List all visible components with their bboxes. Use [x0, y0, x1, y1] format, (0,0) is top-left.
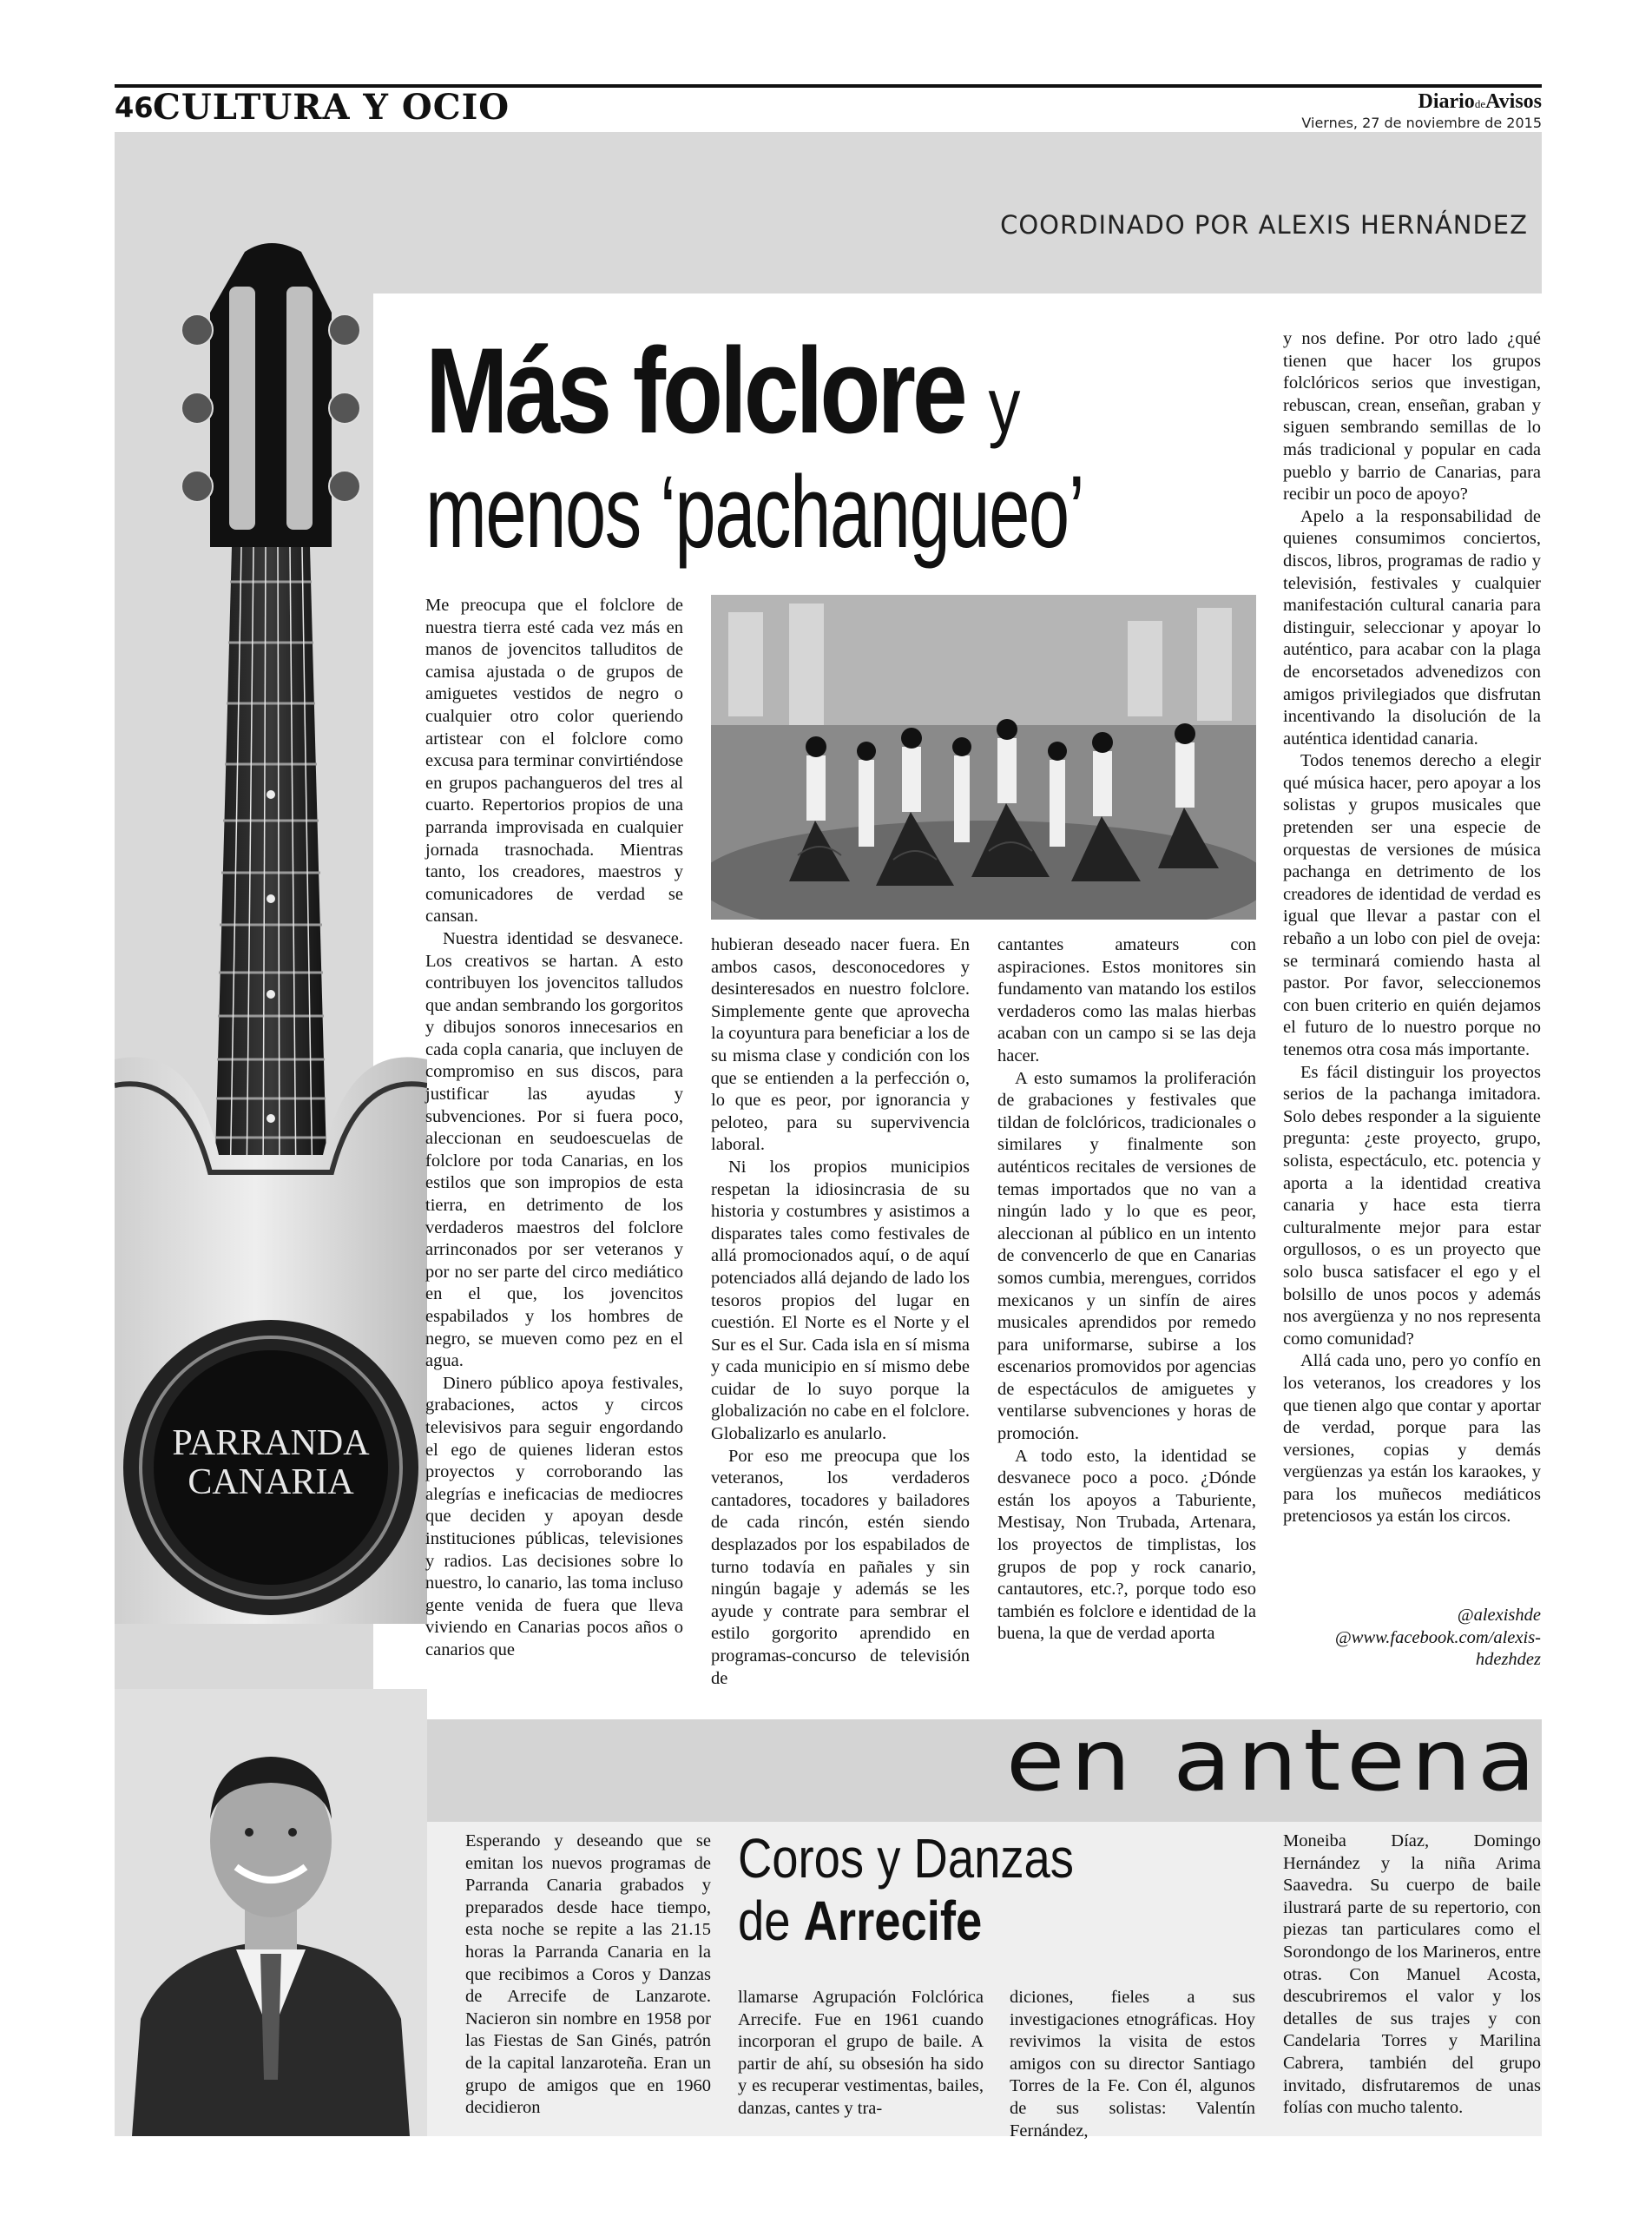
paragraph: Apelo a la responsabilidad de quienes consumimos conciertos, discos, libros, programas de radio y televisión, festivales y cualquier manifestación cultural canaria para distinguir, seleccionar y apoyar lo auténtico, para acabar con la plaga de encorsetados advenedizos con amigos privilegiados que disfrutan incentivando la disolución de la auténtica identidad canaria.: [1283, 506, 1541, 749]
antena-heading-line2: [738, 1890, 983, 1952]
antena-column-3: [1010, 1987, 1255, 2142]
paragraph: y nos define. Por otro lado ¿qué tienen que hacer los grupos folclóricos serios que investigan, rebuscan, crean, enseñan, graban y siguen sembrando semillas de lo más tradicional y popular en cada pueblo y barrio de Canarias, para recibir un poco de apoyo?: [1283, 329, 1541, 505]
paragraph: hubieran deseado nacer fuera. En ambos casos, desconocedores y desinteresados en nuestro folclore. Simplemente gente que aprovecha la coyuntura para beneficiar a los de su misma clase y condición con los que se entienden a la perfección o, lo que es peor, por ignorancia y peloteo, para su supervivencia laboral.: [711, 935, 970, 1155]
paragraph: A esto sumamos la proliferación de grabaciones y festivales que tildan de folclóricos, tradicionales o similares y finalmente son auténticos recitales de versiones de temas importados que no van a ningún lado y lo que es peor, aleccionan al público en un intento de convencerlo de que en Canarias somos cumbia, merengues, corridos mexicanos y un sinfín de aires musicales aprendidos por remedo para uniformarse, subirse a los escenarios promovidos por agencias de espectáculos de amiguetes y ventilarse subvenciones y horas de promoción.: [997, 1068, 1256, 1444]
paragraph: Todos tenemos derecho a elegir qué música hacer, pero apoyar a los solistas y grupos musicales que pretenden ser una especie de orquestas de versiones de música pachanga en detrimento de los creadores de identidad de verdad es igual que llevar a pastar con el rebaño a un lobo con piel de oveja: se terminará comiendo hasta al pastor. Por favor, seleccionemos con buen criterio en quién dejamos el futuro de lo nuestro porque no tenemos otra cosa más importante.: [1283, 751, 1541, 1059]
antena-heading-bold: Arrecife: [803, 1890, 983, 1952]
paragraph: Me preocupa que el folclore de nuestra tierra esté cada vez más en manos de jovencitos talluditos de camisa ajustada o de grupos de amiguetes vestidos de negro o cualquier otro color queriendo artistear con el folclore como excusa para terminar convirtiéndose en grupos pachangueros del tres al cuarto. Repertorios propios de una parranda improvisada en cualquier jornada trasnochada. Mientras tanto, los creadores, maestros y comunicadores de verdad se cansan.: [425, 596, 683, 927]
folk-dance-photo: [711, 595, 1256, 920]
antena-column-2: [738, 1987, 984, 2121]
newspaper-name-part: Avisos: [1485, 90, 1542, 113]
paragraph: diciones, fieles a sus investigaciones etnográficas. Hoy revivimos la visita de estos amigos con su director Santiago Torres de la Fe. Con él, algunos de sus solistas: Valentín Fernández,: [1010, 1988, 1255, 2141]
paragraph: Dinero público apoya festivales, grabaciones, actos y circos televisivos para seguir engordando el ego de quienes lideran estos proyectos y corroborando las alegrías e ineficacias de mediocres que deciden y apoyan desde instituciones públicas, televisiones y radios. Las decisiones sobre lo nuestro, lo canario, las toma incluso gente venida de fuera que lleva viviendo en Canarias pocos años o canarios que: [425, 1373, 683, 1659]
article-column-1: [425, 595, 683, 1662]
antena-heading-de: de: [738, 1890, 791, 1952]
facebook-url-cont: hdezhdez: [1475, 1650, 1541, 1670]
paragraph: Allá cada uno, pero yo confío en los veteranos, los creadores y los que tienen algo que contar y aportar de verdad, porque para las versiones, copias y demás vergüenzas ya están los karaokes, y para los muñecos mediáticos pretenciosos ya están los circos.: [1283, 1351, 1541, 1527]
issue-date: Viernes, 27 de noviembre de 2015: [1301, 115, 1542, 131]
facebook-url: @www.facebook.com/alexis-: [1334, 1627, 1541, 1647]
newspaper-name-de: de: [1474, 97, 1486, 110]
paragraph: A todo esto, la identidad se desvanece poco a poco. ¿Dónde están los apoyos a Taburiente, Mestisay, Non Trubada, Artenara, los proyectos de timplistas, los grupos de pop y rock canario, cantautores, etc.?, porque todo eso también es folclore e identidad de la buena, la que de verdad aporta: [997, 1446, 1256, 1644]
paragraph: cantantes amateurs con aspiraciones. Estos monitores sin fundamento van matando los estilos verdaderos como las malas hierbas acaban con un campo si se las deja hacer.: [997, 935, 1256, 1065]
newspaper-name: [1418, 90, 1542, 115]
page-number: 46: [115, 91, 154, 124]
author-portrait: [115, 1689, 427, 2136]
article-column-2: [711, 934, 970, 1690]
paragraph: Ni los propios municipios respetan la idiosincrasia de su historia y costumbres y asistimos a disparates tales como festivales de allá promocionados aquí, o de aquí potenciados allá dejando de lado los tesoros propios del lugar en cuestión. El Norte es el Norte y el Sur es el Sur. Cada isla en sí misma y cada municipio en sí mismo debe cuidar de lo suyo porque la globalización no cabe en el folclore. Globalizarlo es anularlo.: [711, 1157, 970, 1444]
logo-text-line2: CANARIA: [188, 1462, 354, 1502]
newspaper-name-part: Diario: [1418, 90, 1475, 113]
antena-title: en antena: [1006, 1712, 1542, 1811]
antena-column-1: [465, 1831, 711, 2120]
paragraph: Por eso me preocupa que los veteranos, los verdaderos cantadores, tocadores y bailadores de cada rincón, estén siendo desplazados por los espabilados de turno todavía en pañales y sin ningún bagaje y además se les ayude y contrate para sembrar el estilo gorgorito aprendido en programas-concurso de televisión de: [711, 1446, 970, 1688]
headline-main: [425, 322, 1021, 467]
paragraph: Moneiba Díaz, Domingo Hernández y la niña Arima Saavedra. Su cuerpo de baile ilustrará parte de su repertorio, con piezas tan particulares como el Sorondongo de los Marineros, entre otras. Con Manuel Acosta, descubriremos el valor y los detalles de sus trajes y con Candelaria Torres y Marilina Cabrera, también del grupo invitado, disfrutaremos de unas folías con mucho talento.: [1283, 1831, 1541, 2118]
paragraph: Es fácil distinguir los proyectos serios de la pachanga imitadora. Solo debes responder a la siguiente pregunta: ¿este proyecto, grupo, solista, espectáculo, etc. potencia y aporta a la identidad creativa canaria y hace esta tierra culturalmente mejor para estar orgullosos, o es un proyecto que solo busca satisfacer el ego y el bolsillo de unos pocos y además nos avergüenza y no nos representa como comunidad?: [1283, 1062, 1541, 1349]
paragraph: Esperando y deseando que se emitan los nuevos programas de Parranda Canaria grabados y preparados desde hace tiempo, esta noche se repite a las 21.15 horas la Parranda Canaria en la que recibimos a Coros y Danzas de Arrecife de Lanzarote. Nacieron sin nombre en 1958 por las Fiestas de San Ginés, patrón de la capital lanzaroteña. Eran un grupo de amigos que en 1960 decidieron: [465, 1831, 711, 2118]
antena-column-4: [1283, 1831, 1541, 2120]
headline-connector: y: [988, 363, 1021, 450]
antena-heading-line1: Coros y Danzas: [738, 1827, 1074, 1890]
guitar-illustration: [115, 234, 427, 1624]
coordinator-credit: COORDINADO POR ALEXIS HERNÁNDEZ: [1000, 210, 1528, 240]
paragraph: llamarse Agrupación Folclórica Arrecife. Fue en 1961 cuando incorporan el grupo de baile. A partir de ahí, su obsesión ha sido y es recuperar vestimentas, bailes, danzas, cantes y tra-: [738, 1988, 984, 2118]
author-signature: [1283, 1605, 1541, 1672]
article-column-4: [1283, 328, 1541, 1528]
article-column-3: [997, 934, 1256, 1646]
headline-bold: Más folclore: [425, 322, 964, 458]
headline-sub: menos ‘pachangueo’: [425, 455, 1084, 570]
twitter-handle: @alexishde: [1457, 1606, 1541, 1625]
paragraph: Nuestra identidad se desvanece. Los creativos se hartan. A esto contribuyen los jovencitos talludos que andan sembrando los gorgoritos y dibujos sonoros innecesarios en cada copla canaria, que incluyen de compromiso en sus discos, para justificar las ayudas y subvenciones. Por si fuera poco, aleccionan en seudoescuelas de folclore por toda Canarias, en los estilos que son impropios de esta tierra, en detrimento de los verdaderos maestros del folclore arrinconados por ser veteranos y por no ser parte del circo mediático en el que, los jovencitos espabilados y los hombres de negro, se mueven como pez en el agua.: [425, 928, 683, 1371]
section-title: CULTURA Y OCIO: [153, 87, 510, 128]
logo-text-line1: PARRANDA: [172, 1423, 370, 1463]
